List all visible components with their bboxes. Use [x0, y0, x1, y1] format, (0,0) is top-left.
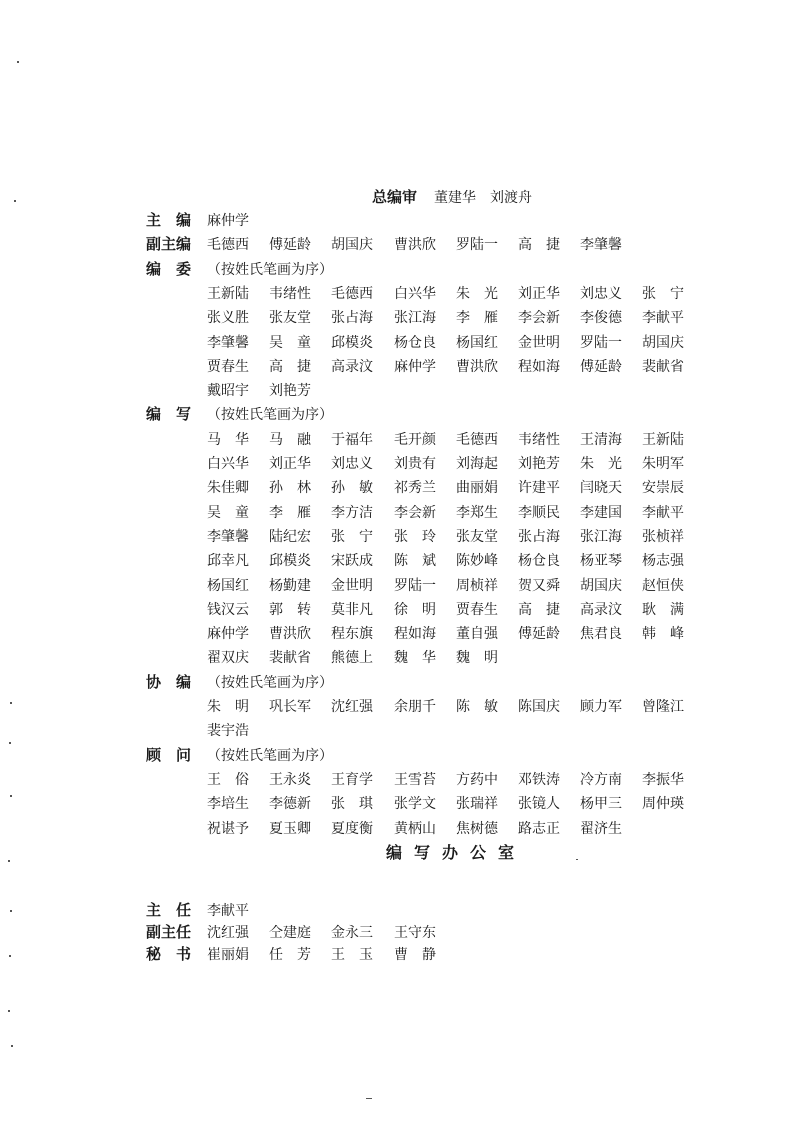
name-entry: 安崇辰 — [642, 480, 684, 497]
name-entry: 王清海 — [580, 431, 622, 448]
name-entry: 邱模炎 — [269, 553, 311, 570]
name-entry: 程如海 — [394, 626, 436, 643]
name-entry: 裴献省 — [269, 650, 311, 667]
name-entry: 金世明 — [331, 577, 373, 594]
name-entry: 张占海 — [331, 310, 373, 327]
name-entry: 曹洪欣 — [394, 237, 436, 254]
name-entry: 李献平 — [642, 504, 684, 521]
section-note: （按姓氏笔画为序） — [207, 407, 333, 424]
section-note: （按姓氏笔画为序） — [207, 747, 333, 764]
name-entry: 傅延龄 — [269, 237, 311, 254]
name-entry: 杨仓良 — [518, 553, 560, 570]
name-entry: 李德新 — [269, 796, 311, 813]
name-entry: 张江海 — [580, 528, 622, 545]
name-entry: 李俊德 — [580, 310, 622, 327]
name-entry: 李 雁 — [456, 310, 498, 327]
name-entry: 周桢祥 — [456, 577, 498, 594]
office-name: 王守东 — [394, 925, 436, 941]
section-note: （按姓氏笔画为序） — [207, 261, 333, 278]
name-entry: 陈国庆 — [518, 699, 560, 715]
name-entry: 陈 斌 — [394, 553, 436, 570]
name-entry: 麻仲学 — [207, 213, 249, 229]
name-entry: 朱佳卿 — [207, 480, 249, 497]
name-entry: 毛德西 — [207, 237, 249, 254]
name-entry: 马 华 — [207, 431, 249, 448]
scan-speck — [10, 795, 12, 797]
name-entry: 许建平 — [518, 480, 560, 497]
name-entry: 张 宁 — [642, 285, 684, 302]
name-entry: 闫晓天 — [580, 480, 622, 497]
name-entry: 陈 敏 — [456, 699, 498, 715]
scan-speck — [10, 702, 12, 704]
name-entry: 罗陆一 — [394, 577, 436, 594]
name-entry: 张 玲 — [394, 528, 436, 545]
section-label: 编 委 — [146, 259, 192, 278]
name-entry: 吴 童 — [269, 334, 311, 351]
name-entry: 王育学 — [331, 771, 373, 788]
scan-speck — [11, 1045, 13, 1047]
name-entry: 张学文 — [394, 796, 436, 813]
name-entry: 沈红强 — [331, 699, 373, 715]
name-entry: 李肇馨 — [207, 334, 249, 351]
name-entry: 祁秀兰 — [394, 480, 436, 497]
name-entry: 周仲瑛 — [642, 796, 684, 813]
name-entry: 魏 华 — [394, 650, 436, 667]
name-entry: 毛开颜 — [394, 431, 436, 448]
name-entry: 冷方南 — [580, 771, 622, 788]
name-entry: 朱 光 — [580, 456, 622, 472]
name-entry: 毛德西 — [331, 285, 373, 302]
name-entry: 傅延龄 — [580, 358, 622, 375]
name-entry: 祝谌予 — [207, 820, 249, 837]
name-entry: 贾春生 — [456, 601, 498, 618]
name-entry: 刘正华 — [269, 456, 311, 472]
name-entry: 白兴华 — [207, 456, 249, 472]
name-entry: 程如海 — [518, 358, 560, 375]
name-entry: 张镜人 — [518, 796, 560, 813]
name-entry: 刘艳芳 — [269, 383, 311, 400]
name-entry: 罗陆一 — [456, 237, 498, 254]
name-entry: 白兴华 — [394, 285, 436, 302]
name-entry: 张义胜 — [207, 310, 249, 327]
name-entry: 张江海 — [394, 310, 436, 327]
scan-speck — [14, 200, 16, 202]
office-name: 沈红强 — [207, 925, 249, 941]
office-role: 副主任 — [146, 923, 192, 941]
name-entry: 刘艳芳 — [518, 456, 560, 472]
name-entry: 宋跃成 — [331, 553, 373, 570]
office-name: 任 芳 — [269, 947, 311, 963]
name-entry: 钱汉云 — [207, 601, 249, 618]
scan-speck — [9, 742, 11, 744]
name-entry: 邱模炎 — [331, 334, 373, 351]
name-entry: 焦君良 — [580, 626, 622, 643]
name-entry: 杨甲三 — [580, 796, 622, 813]
scan-speck — [17, 61, 19, 63]
name-entry: 李献平 — [642, 310, 684, 327]
header-names: 董建华 刘渡舟 — [434, 190, 532, 206]
name-entry: 罗陆一 — [580, 334, 622, 351]
office-name: 曹 静 — [394, 947, 436, 963]
name-entry: 傅延龄 — [518, 626, 560, 643]
scan-speck — [8, 860, 10, 862]
office-name: 崔丽娟 — [207, 947, 249, 963]
section-label: 副主编 — [146, 235, 192, 254]
name-entry: 戴昭宇 — [207, 383, 249, 400]
name-entry: 李肇馨 — [580, 237, 622, 254]
name-entry: 曾隆江 — [642, 699, 684, 715]
name-entry: 陆纪宏 — [269, 528, 311, 545]
name-entry: 吴 童 — [207, 504, 249, 521]
name-entry: 李方洁 — [331, 504, 373, 521]
name-entry: 高 捷 — [518, 601, 560, 618]
name-entry: 孙 林 — [269, 480, 311, 497]
name-entry: 王新陆 — [642, 431, 684, 448]
name-entry: 路志正 — [518, 820, 560, 837]
name-entry: 杨勤建 — [269, 577, 311, 594]
name-entry: 张占海 — [518, 528, 560, 545]
name-entry: 韩 峰 — [642, 626, 684, 643]
scan-speck — [9, 955, 11, 957]
name-entry: 刘忠义 — [580, 285, 622, 302]
name-entry: 杨国红 — [456, 334, 498, 351]
section-label: 编 写 — [146, 405, 192, 424]
name-entry: 巩长军 — [269, 699, 311, 715]
name-entry: 麻仲学 — [394, 358, 436, 375]
office-role: 主 任 — [146, 901, 192, 919]
office-name: 王 玉 — [331, 947, 373, 963]
office-name: 金永三 — [331, 925, 373, 941]
name-entry: 李培生 — [207, 796, 249, 813]
name-entry: 高录汶 — [580, 601, 622, 618]
scan-speck — [366, 1098, 372, 1099]
name-entry: 朱 明 — [207, 699, 249, 715]
name-entry: 程东旗 — [331, 626, 373, 643]
name-entry: 焦树德 — [456, 820, 498, 837]
name-entry: 张友堂 — [269, 310, 311, 327]
name-entry: 韦绪性 — [269, 285, 311, 302]
name-entry: 李会新 — [518, 310, 560, 327]
name-entry: 张瑞祥 — [456, 796, 498, 813]
name-entry: 毛德西 — [456, 431, 498, 448]
scan-speck — [8, 1010, 10, 1012]
name-entry: 朱 光 — [456, 285, 498, 302]
name-entry: 陈妙峰 — [456, 553, 498, 570]
name-entry: 朱明军 — [642, 456, 684, 472]
name-entry: 马 融 — [269, 431, 311, 448]
name-entry: 曹洪欣 — [456, 358, 498, 375]
scan-speck — [576, 859, 578, 860]
name-entry: 曲丽娟 — [456, 480, 498, 497]
name-entry: 李 雁 — [269, 504, 311, 521]
name-entry: 贺又舜 — [518, 577, 560, 594]
name-entry: 黄柄山 — [394, 820, 436, 837]
name-entry: 郭 转 — [269, 601, 311, 618]
name-entry: 韦绪性 — [518, 431, 560, 448]
name-entry: 高录汶 — [331, 358, 373, 375]
name-entry: 王新陆 — [207, 285, 249, 302]
name-entry: 刘忠义 — [331, 456, 373, 472]
name-entry: 顾力军 — [580, 699, 622, 715]
name-entry: 张 琪 — [331, 796, 373, 813]
name-entry: 刘海起 — [456, 456, 498, 472]
name-entry: 徐 明 — [394, 601, 436, 618]
name-entry: 胡国庆 — [580, 577, 622, 594]
name-entry: 张 宁 — [331, 528, 373, 545]
office-role: 秘 书 — [146, 945, 192, 963]
name-entry: 方药中 — [456, 771, 498, 788]
name-entry: 张友堂 — [456, 528, 498, 545]
section-label: 主 编 — [146, 211, 192, 229]
name-entry: 李肇馨 — [207, 528, 249, 545]
name-entry: 熊德上 — [331, 650, 373, 667]
name-entry: 王 俗 — [207, 771, 249, 788]
name-entry: 裴宇浩 — [207, 723, 249, 740]
name-entry: 李顺民 — [518, 504, 560, 521]
name-entry: 邓铁涛 — [518, 771, 560, 788]
name-entry: 邱幸凡 — [207, 553, 249, 570]
name-entry: 于福年 — [331, 431, 373, 448]
name-entry: 李会新 — [394, 504, 436, 521]
name-entry: 王雪苔 — [394, 771, 436, 788]
name-entry: 胡国庆 — [331, 237, 373, 254]
name-entry: 高 捷 — [518, 237, 560, 254]
name-entry: 孙 敏 — [331, 480, 373, 497]
section-label: 协 编 — [146, 672, 192, 691]
name-entry: 贾春生 — [207, 358, 249, 375]
header-title: 总编审 — [372, 188, 418, 206]
name-entry: 李建国 — [580, 504, 622, 521]
name-entry: 翟双庆 — [207, 650, 249, 667]
name-entry: 刘正华 — [518, 285, 560, 302]
name-entry: 李振华 — [642, 771, 684, 788]
name-entry: 张桢祥 — [642, 528, 684, 545]
name-entry: 夏度衡 — [331, 820, 373, 837]
name-entry: 胡国庆 — [642, 334, 684, 351]
name-entry: 曹洪欣 — [269, 626, 311, 643]
name-entry: 李郑生 — [456, 504, 498, 521]
name-entry: 夏玉卿 — [269, 820, 311, 837]
scan-speck — [10, 910, 12, 912]
name-entry: 裴献省 — [642, 358, 684, 375]
name-entry: 余朋千 — [394, 699, 436, 715]
name-entry: 杨志强 — [642, 553, 684, 570]
office-title: 编写办公室 — [386, 843, 527, 862]
name-entry: 刘贵有 — [394, 456, 436, 472]
name-entry: 赵恒侠 — [642, 577, 684, 594]
section-label: 顾 问 — [146, 745, 192, 764]
name-entry: 董自强 — [456, 626, 498, 643]
office-name: 李献平 — [207, 903, 249, 919]
name-entry: 高 捷 — [269, 358, 311, 375]
name-entry: 耿 满 — [642, 601, 684, 618]
section-note: （按姓氏笔画为序） — [207, 674, 333, 691]
name-entry: 王永炎 — [269, 771, 311, 788]
name-entry: 麻仲学 — [207, 626, 249, 643]
name-entry: 莫非凡 — [331, 601, 373, 618]
name-entry: 翟济生 — [580, 820, 622, 837]
name-entry: 杨亚琴 — [580, 553, 622, 570]
name-entry: 杨仓良 — [394, 334, 436, 351]
name-entry: 魏 明 — [456, 650, 498, 667]
name-entry: 金世明 — [518, 334, 560, 351]
name-entry: 杨国红 — [207, 577, 249, 594]
office-name: 仝建庭 — [269, 925, 311, 941]
